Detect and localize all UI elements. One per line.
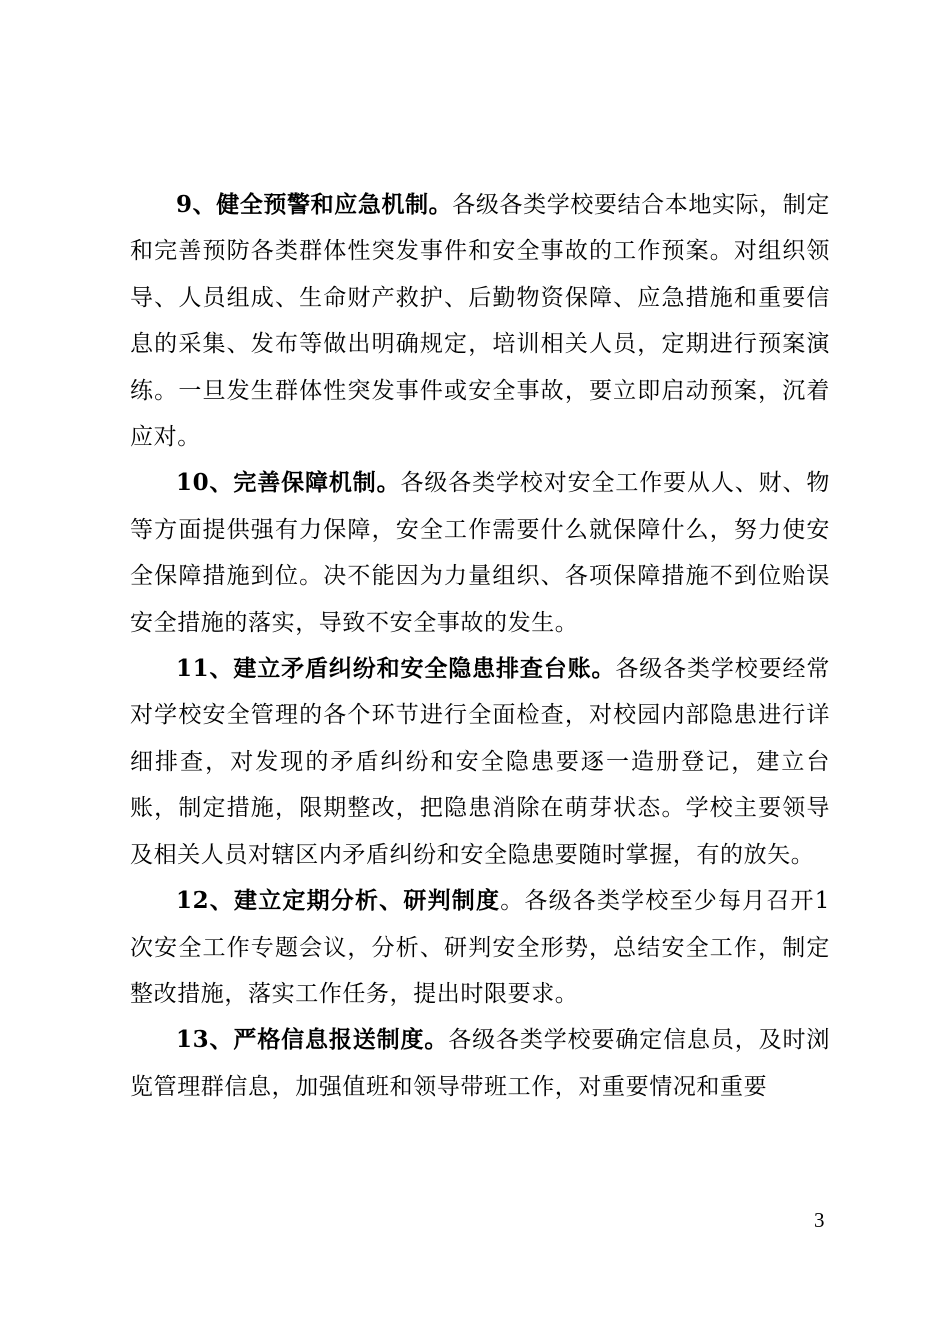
paragraph-heading: 9、健全预警和应急机制。: [176, 191, 453, 218]
paragraph-heading: 10、完善保障机制。: [176, 469, 401, 497]
paragraph-heading: 13、严格信息报送制度。: [176, 1026, 449, 1054]
paragraph-text: 各级各类学校要确定信息员，及时浏览管理群信息，加强值班和领导带班工作，对重要情况和重要: [130, 1027, 830, 1100]
paragraph-text: 各级各类学校要结合本地实际，制定和完善预防各类群体性突发事件和安全事故的工作预案。对组织领导、人员组成、生命财产救护、后勤物资保障、应急措施和重要信息的采集、发布等做出明确规定，培训相关人员，定期进行预案演练。一旦发生群体性突发事件或安全事故，要立即启动预案，沉着应对。: [130, 192, 830, 451]
paragraph-12: [130, 878, 830, 1017]
paragraph-heading: 11、建立矛盾纠纷和安全隐患排查台账。: [176, 655, 616, 683]
paragraph-9: [130, 182, 830, 460]
paragraph-text: 。各级各类学校至少每月召开1次安全工作专题会议，分析、研判安全形势，总结安全工作，制定整改措施，落实工作任务，提出时限要求。: [130, 888, 830, 1007]
paragraph-11: [130, 646, 830, 878]
document-body: [130, 182, 830, 1110]
paragraph-10: [130, 460, 830, 646]
paragraph-text: 各级各类学校对安全工作要从人、财、物等方面提供强有力保障，安全工作需要什么就保障什么，努力使安全保障措施到位。决不能因为力量组织、各项保障措施不到位贻误安全措施的落实，导致不安全事故的发生。: [130, 470, 830, 636]
paragraph-text: 各级各类学校要经常对学校安全管理的各个环节进行全面检查，对校园内部隐患进行详细排查，对发现的矛盾纠纷和安全隐患要逐一造册登记，建立台账，制定措施，限期整改，把隐患消除在萌芽状态。学校主要领导及相关人员对辖区内矛盾纠纷和安全隐患要随时掌握，有的放矢。: [130, 656, 830, 868]
paragraph-13: [130, 1017, 830, 1110]
page-number: 3: [814, 1208, 825, 1232]
paragraph-heading: 12、建立定期分析、研判制度: [176, 887, 501, 915]
